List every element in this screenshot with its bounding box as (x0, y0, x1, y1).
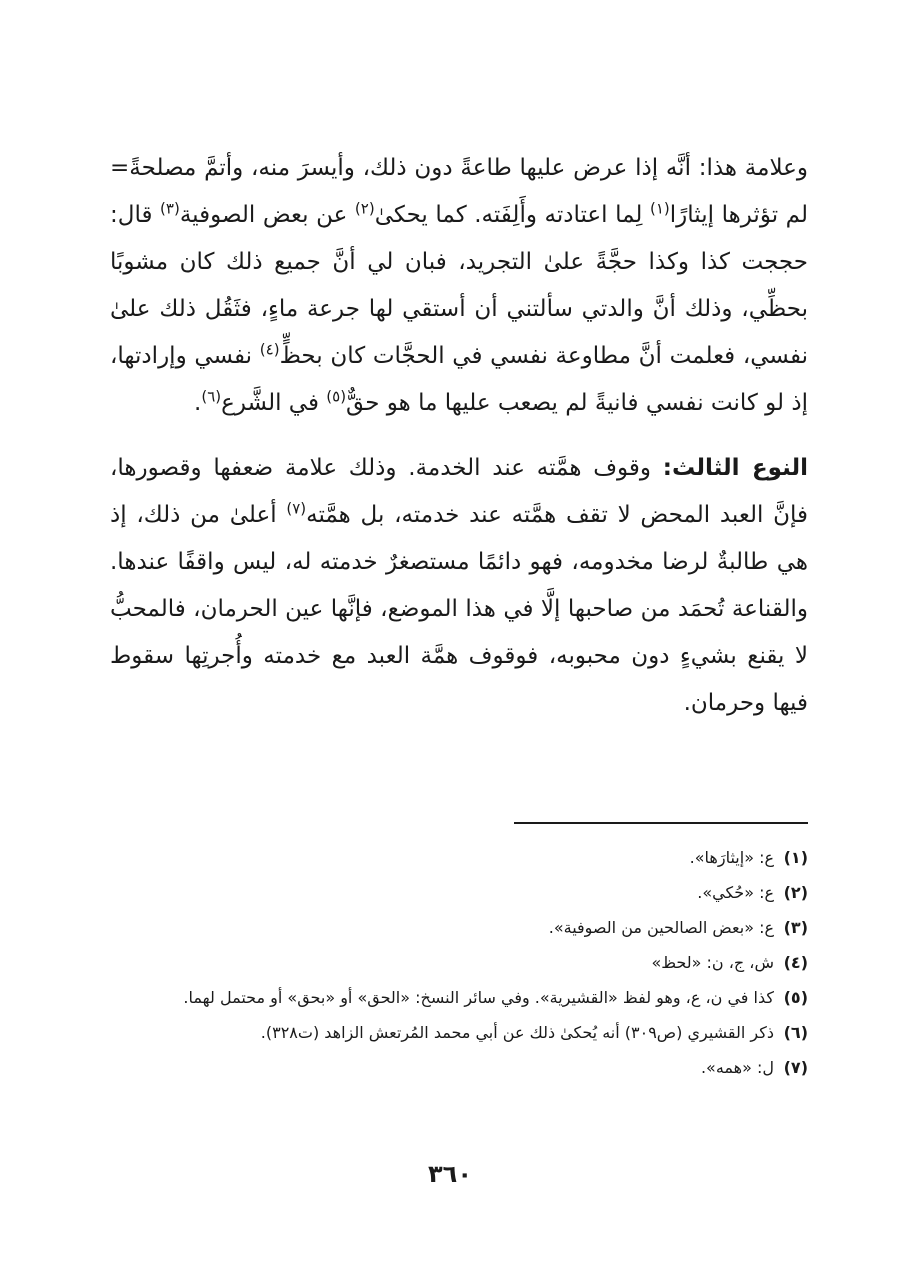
footnote-number: (٢) (783, 883, 808, 902)
footnote-number: (٣) (783, 918, 808, 937)
footnote-text: ع: «إيثارَها». (689, 848, 774, 867)
text-run: عن بعض الصوفية (179, 202, 355, 228)
footnote-number: (٤) (783, 953, 808, 972)
text-run: لِما اعتادته وأَلِفَته. كما يحكىٰ (374, 202, 650, 228)
footnote-item (110, 1015, 808, 1050)
text-run: قال: حججت كذا وكذا حجَّةً علىٰ التجريد، فبان لي أنَّ جميع ذلك كان مشوبًا بحظِّي، وذلك أنَّ والدتي سألتني أن أستقي لها جرعة ماءٍ، فثَقُل ذلك علىٰ نفسي، فعلمت أنَّ مطاوعة نفسي في الحجَّات كان بحظٍّ (110, 202, 808, 369)
text-run: وعلامة هذا: أنَّه إذا عرض عليها طاعةً دون ذلك، وأيسرَ منه، وأتمَّ مصلحةً= لم تؤثرها إيثارًا (110, 155, 808, 228)
footnote-divider (514, 822, 808, 824)
footnote-item (110, 875, 808, 910)
text-run: أعلىٰ من ذلك، إذ هي طالبةٌ لرضا مخدومه، فهو دائمًا مستصغرٌ خدمته له، ليس واقفًا عندها. والقناعة تُحمَد من صاحبها إلَّا في هذا الموضع، فإنَّها عين الحرمان، فالمحبُّ لا يقنع بشيءٍ دون محبوبه، فوقوف همَّة العبد مع خدمته وأُجرتِها سقوط فيها وحرمان. (110, 502, 808, 716)
footnote-ref-5[interactable]: (٥) (326, 387, 347, 406)
text-run: نفسي وإرادتها، إذ لو كانت نفسي فانيةً لم يصعب عليها ما هو حقٌّ (110, 343, 808, 416)
paragraph-1 (110, 145, 808, 427)
footnote-item (110, 840, 808, 875)
text-run: . (194, 390, 202, 416)
footnote-text: كذا في ن، ع، وهو لفظ «القشيرية». وفي سائر النسخ: «الحق» أو «بحق» أو محتمل لهما. (183, 988, 774, 1007)
footnote-item (110, 980, 808, 1015)
footnote-text: ع: «حُكي». (697, 883, 774, 902)
footnote-ref-3[interactable]: (٣) (160, 199, 180, 218)
footnote-ref-4[interactable]: (٤) (259, 340, 280, 359)
footnote-item (110, 1050, 808, 1085)
footnote-item (110, 945, 808, 980)
footnote-ref-1[interactable]: (١) (650, 199, 670, 218)
paragraph-2 (110, 445, 808, 727)
footnote-text: ل: «همه». (700, 1058, 774, 1077)
footnote-text: ع: «بعض الصالحين من الصوفية». (548, 918, 774, 937)
footnote-number: (١) (783, 848, 808, 867)
footnote-number: (٥) (783, 988, 808, 1007)
main-text (110, 145, 808, 745)
text-run: في الشَّرع (221, 390, 327, 416)
footnote-ref-6[interactable]: (٦) (201, 387, 222, 406)
footnote-ref-7[interactable]: (٧) (286, 499, 307, 518)
page-number: ٣٦٠ (428, 1160, 472, 1188)
footnote-text: ش، ج، ن: «لحظ» (651, 953, 774, 972)
footnote-item (110, 910, 808, 945)
section-lead-heading: النوع الثالث: (662, 455, 808, 481)
footnote-text: ذكر القشيري (ص٣٠٩) أنه يُحكىٰ ذلك عن أبي محمد المُرتعش الزاهد (ت٣٢٨). (260, 1023, 774, 1042)
footnotes-list (110, 840, 808, 1085)
text-run: وقوف همَّته عند الخدمة. وذلك علامة ضعفها وقصورها، فإنَّ العبد المحض لا تقف همَّته عند خدمته، بل همَّته (110, 455, 808, 528)
footnote-number: (٧) (783, 1058, 808, 1077)
footnote-ref-2[interactable]: (٢) (354, 199, 375, 218)
footnote-number: (٦) (783, 1023, 808, 1042)
